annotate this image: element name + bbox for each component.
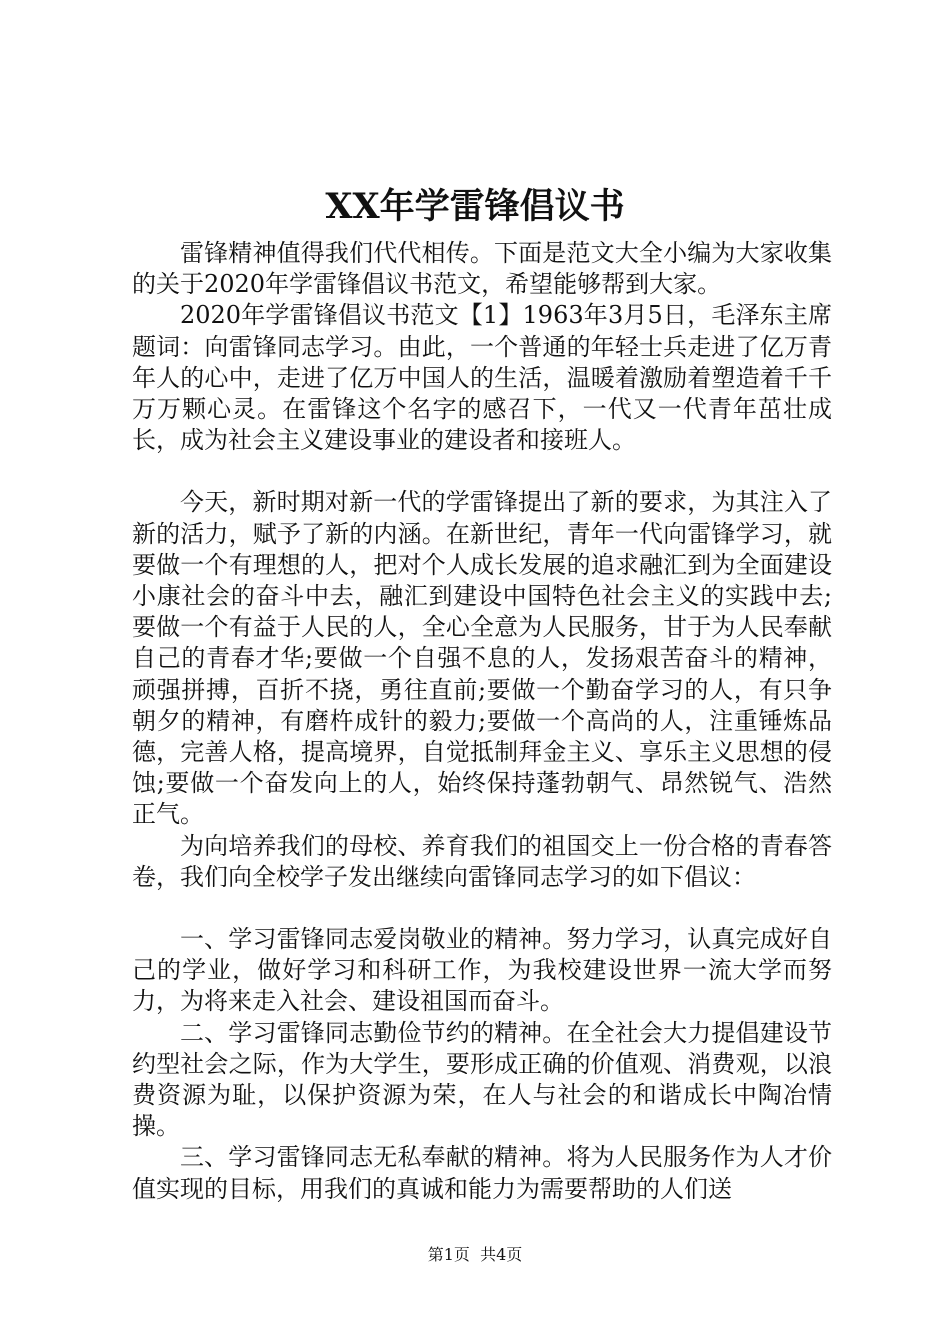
page-number: 第1页	[427, 1245, 470, 1264]
paragraph-intro: 雷锋精神值得我们代代相传。下面是范文大全小编为大家收集的关于2020年学雷锋倡议书范文，希望能够帮到大家。	[132, 239, 832, 299]
document-title: XX年学雷锋倡议书	[325, 186, 625, 227]
page-footer	[0, 1244, 950, 1266]
paragraph-proposal-1: 一、学习雷锋同志爱岗敬业的精神。努力学习，认真完成好自己的学业，做好学习和科研工作，为我校建设世界一流大学而努力，为将来走入社会、建设祖国而奋斗。	[132, 925, 832, 1016]
paragraph-sample-1: 2020年学雷锋倡议书范文【1】1963年3月5日，毛泽东主席题词：向雷锋同志学习。由此，一个普通的年轻士兵走进了亿万青年人的心中，走进了亿万中国人的生活，温暖着激励着塑造着千千万万颗心灵。在雷锋这个名字的感召下，一代又一代青年茁壮成长，成为社会主义建设事业的建设者和接班人。	[132, 301, 832, 455]
paragraph-proposal-intro: 为向培养我们的母校、养育我们的祖国交上一份合格的青春答卷，我们向全校学子发出继续向雷锋同志学习的如下倡议：	[132, 831, 832, 891]
paragraph-today: 今天，新时期对新一代的学雷锋提出了新的要求，为其注入了新的活力，赋予了新的内涵。在新世纪，青年一代向雷锋学习，就要做一个有理想的人，把对个人成长发展的追求融汇到为全面建设小康社会的奋斗中去，融汇到建设中国特色社会主义的实践中去;要做一个有益于人民的人，全心全意为人民服务，甘于为人民奉献自己的青春才华;要做一个自强不息的人，发扬艰苦奋斗的精神，顽强拼搏，百折不挠，勇往直前;要做一个勤奋学习的人，有只争朝夕的精神，有磨杵成针的毅力;要做一个高尚的人，注重锤炼品德，完善人格，提高境界，自觉抵制拜金主义、享乐主义思想的侵蚀;要做一个奋发向上的人，始终保持蓬勃朝气、昂然锐气、浩然正气。	[132, 488, 832, 829]
page-total: 共4页	[480, 1245, 523, 1264]
paragraph-proposal-3: 三、学习雷锋同志无私奉献的精神。将为人民服务作为人才价值实现的目标，用我们的真诚和能力为需要帮助的人们送	[132, 1143, 832, 1203]
paragraph-proposal-2: 二、学习雷锋同志勤俭节约的精神。在全社会大力提倡建设节约型社会之际，作为大学生，要形成正确的价值观、消费观，以浪费资源为耻，以保护资源为荣，在人与社会的和谐成长中陶冶情操。	[132, 1018, 832, 1141]
document-body	[132, 238, 832, 1205]
